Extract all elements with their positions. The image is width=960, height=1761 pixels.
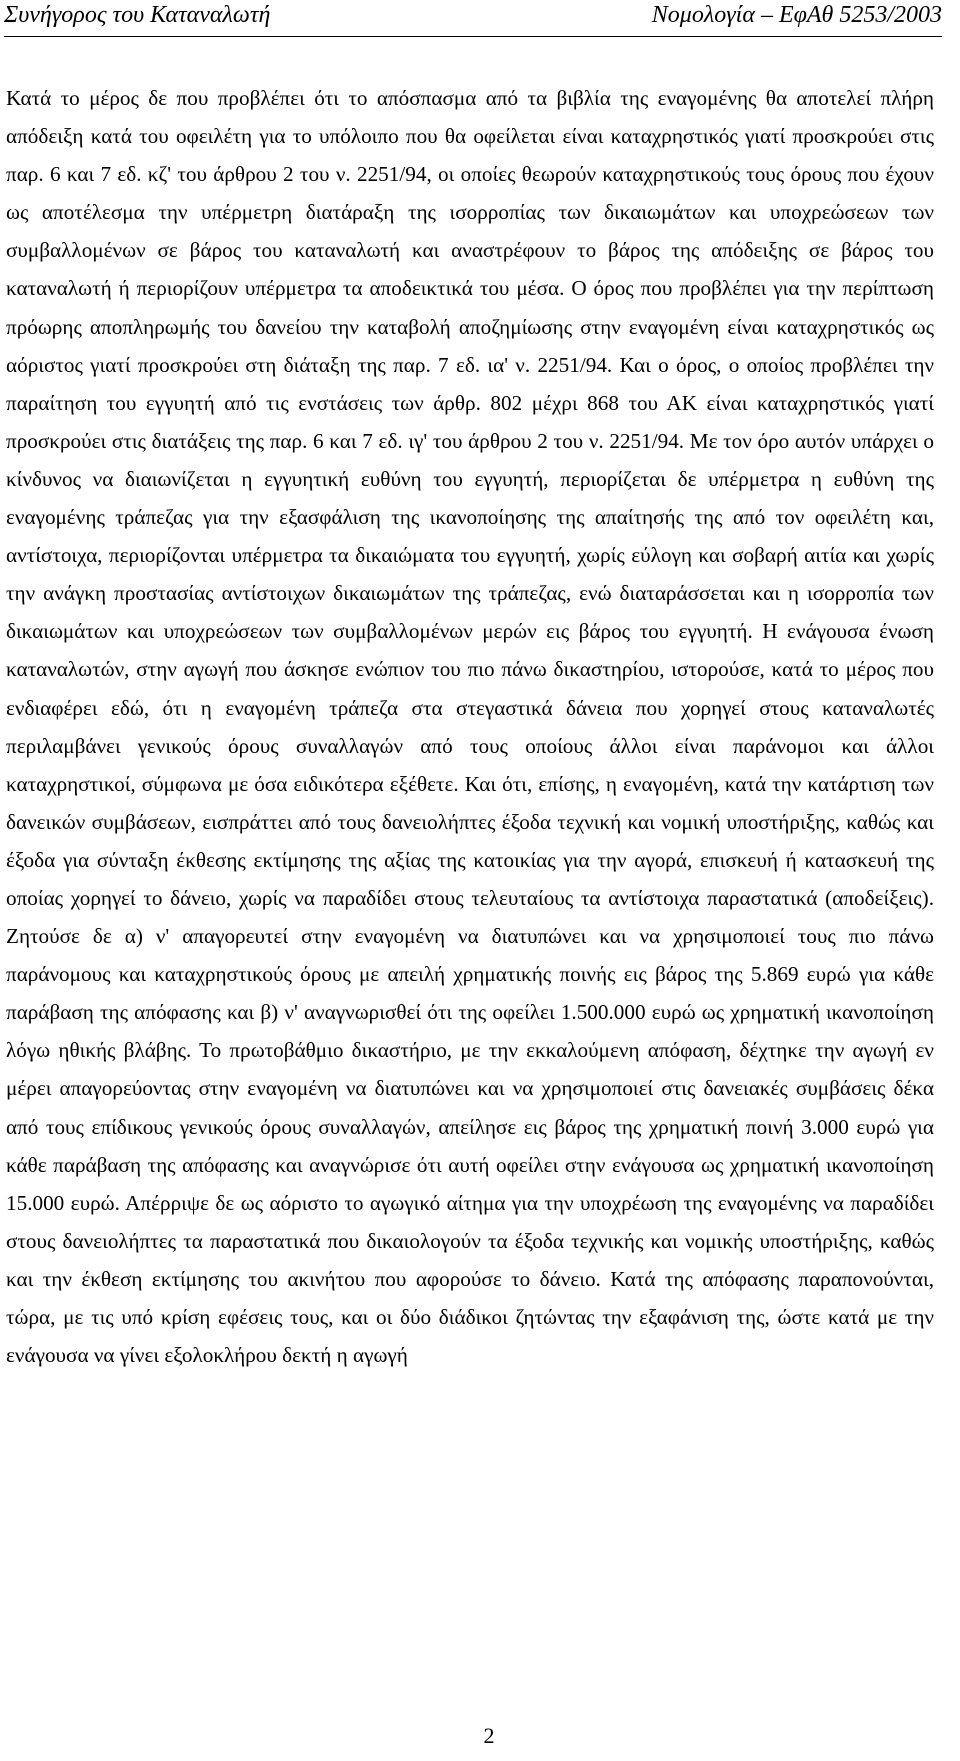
document-body: [6, 79, 934, 1374]
page-number: 2: [483, 1723, 495, 1748]
running-header: [4, 0, 942, 37]
body-paragraph: Κατά το μέρος δε που προβλέπει ότι το απόσπασμα από τα βιβλία της εναγομένης θα αποτελεί πλήρη απόδειξη κατά του οφειλέτη για το υπόλοιπο που θα οφείλεται είναι καταχρηστικός γιατί προσκρούει στις παρ. 6 και 7 εδ. κζ' του άρθρου 2 του ν. 2251/94, οι οποίες θεωρούν καταχρηστικούς τους όρους που έχουν ως αποτέλεσμα την υπέρμετρη διατάραξη της ισορροπίας των δικαιωμάτων και υποχρεώσεων των συμβαλλομένων σε βάρος του καταναλωτή και αναστρέφουν το βάρος της απόδειξης σε βάρος του καταναλωτή ή περιορίζουν υπέρμετρα τα αποδεικτικά του μέσα. Ο όρος που προβλέπει για την περίπτωση πρόωρης αποπληρωμής του δανείου την καταβολή αποζημίωσης στην εναγομένη είναι καταχρηστικός ως αόριστος γιατί προσκρούει στη διάταξη της παρ. 7 εδ. ια' ν. 2251/94. Και ο όρος, ο οποίος προβλέπει την παραίτηση του εγγυητή από τις ενστάσεις των άρθρ. 802 μέχρι 868 του ΑΚ είναι καταχρηστικός γιατί προσκρούει στις διατάξεις της παρ. 6 και 7 εδ. ιγ' του άρθρου 2 του ν. 2251/94. Με τον όρο αυτόν υπάρχει ο κίνδυνος να διαιωνίζεται η εγγυητική ευθύνη του εγγυητή, περιορίζεται δε υπέρμετρα η ευθύνη της εναγομένης τράπεζας για την εξασφάλιση της ικανοποίησης της απαίτησής της από τον οφειλέτη και, αντίστοιχα, περιορίζονται υπέρμετρα τα δικαιώματα του εγγυητή, χωρίς εύλογη και σοβαρή αιτία και χωρίς την ανάγκη προστασίας αντίστοιχων δικαιωμάτων της τράπεζας, ενώ διαταράσσεται και η ισορροπία των δικαιωμάτων και υποχρεώσεων των συμβαλλομένων μερών εις βάρος του εγγυητή. Η ενάγουσα ένωση καταναλωτών, στην αγωγή που άσκησε ενώπιον του πιο πάνω δικαστηρίου, ιστορούσε, κατά το μέρος που ενδιαφέρει εδώ, ότι η εναγομένη τράπεζα στα στεγαστικά δάνεια που χορηγεί στους καταναλωτές περιλαμβάνει γενικούς όρους συναλλαγών από τους οποίους άλλοι είναι παράνομοι και άλλοι καταχρηστικοί, σύμφωνα με όσα ειδικότερα εξέθετε. Και ότι, επίσης, η εναγομένη, κατά την κατάρτιση των δανεικών συμβάσεων, εισπράττει από τους δανειολήπτες έξοδα τεχνική και νομική υποστήριξης, καθώς και έξοδα για σύνταξη έκθεσης εκτίμησης της αξίας της κατοικίας για την αγορά, επισκευή ή κατασκευή της οποίας χορηγεί το δάνειο, χωρίς να παραδίδει στους τελευταίους τα αντίστοιχα παραστατικά (αποδείξεις). Ζητούσε δε α) ν' απαγορευτεί στην εναγομένη να διατυπώνει και να χρησιμοποιεί τους πιο πάνω παράνομους και καταχρηστικούς όρους με απειλή χρηματικής ποινής εις βάρος της 5.869 ευρώ για κάθε παράβαση της απόφασης και β) ν' αναγνωρισθεί ότι της οφείλει 1.500.000 ευρώ ως χρηματική ικανοποίηση λόγω ηθικής βλάβης. Το πρωτοβάθμιο δικαστήριο, με την εκκαλούμενη απόφαση, δέχτηκε την αγωγή εν μέρει απαγορεύοντας στην εναγομένη να διατυπώνει και να χρησιμοποιεί στις δανειακές συμβάσεις δέκα από τους επίδικους γενικούς όρους συναλλαγών, απείλησε εις βάρος της χρηματική ποινή 3.000 ευρώ για κάθε παράβαση της απόφασης και αναγνώρισε ότι αυτή οφείλει στην ενάγουσα ως χρηματική ικανοποίηση 15.000 ευρώ. Απέρριψε δε ως αόριστο το αγωγικό αίτημα για την υποχρέωση της εναγομένης να παραδίδει στους δανειολήπτες τα παραστατικά που δικαιολογούν τα έξοδα τεχνικής και νομικής υποστήριξης, καθώς και την έκθεση εκτίμησης του ακινήτου που αφορούσε το δάνειο. Κατά της απόφασης παραπονούνται, τώρα, με τις υπό κρίση εφέσεις τους, και οι δύο διάδικοι ζητώντας την εξαφάνιση της, ώστε κατά με την ενάγουσα να γίνει εξολοκλήρου δεκτή η αγωγή: [6, 86, 934, 1368]
header-publisher: Συνήγορος του Καταναλωτή: [4, 2, 271, 28]
header-case-reference: Νομολογία – ΕφΑθ 5253/2003: [651, 2, 942, 28]
